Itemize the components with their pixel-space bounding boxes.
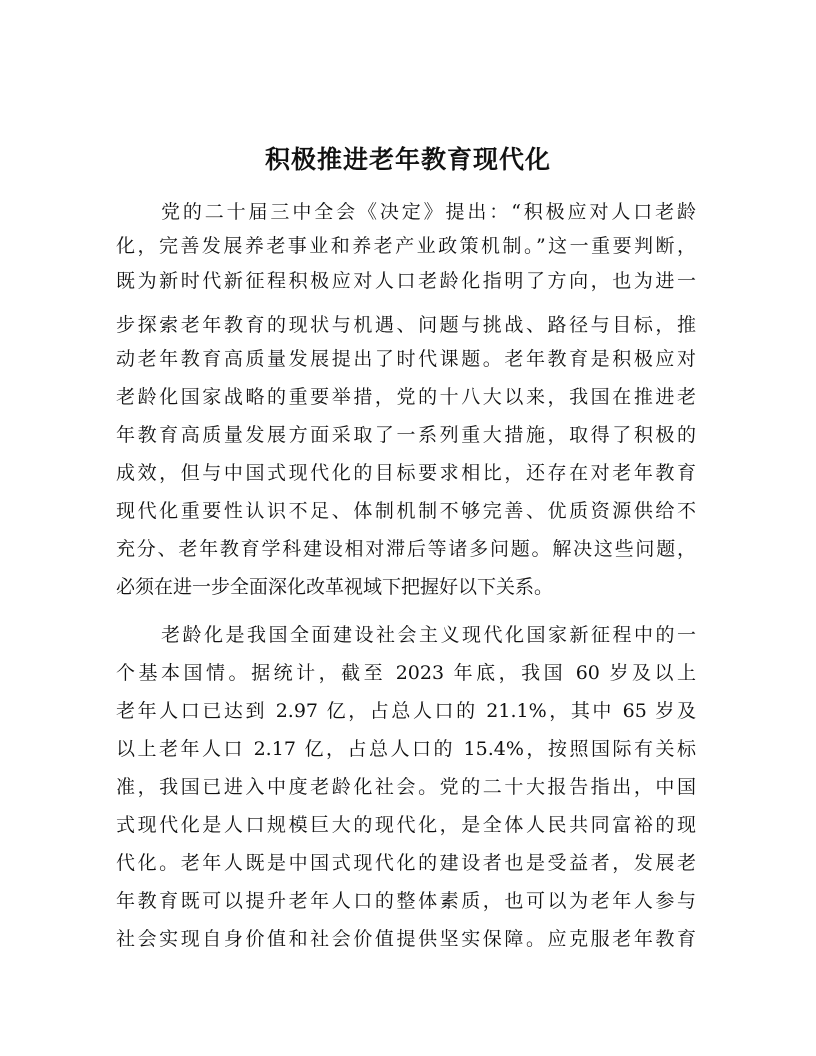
paragraph-1-line: 成效，但与中国式现代化的目标要求相比，还存在对老年教育	[116, 462, 696, 484]
paragraph-1-line: 老龄化国家战略的重要举措，党的十八大以来，我国在推进老	[116, 386, 696, 408]
paragraph-1-line: 既为新时代新征程积极应对人口老龄化指明了方向，也为进一	[116, 270, 696, 292]
paragraph-1-line: 党的二十届三中全会《决定》提出：“积极应对人口老龄	[161, 201, 696, 223]
paragraph-2-line: 老龄化是我国全面建设社会主义现代化国家新征程中的一	[161, 624, 696, 646]
paragraph-1-line: 必须在进一步全面深化改革视域下把握好以下关系。	[116, 576, 554, 598]
paragraph-2-line: 准，我国已进入中度老龄化社会。党的二十大报告指出，中国	[116, 776, 696, 798]
paragraph-1-line: 动老年教育高质量发展提出了时代课题。老年教育是积极应对	[116, 348, 696, 370]
paragraph-2-line: 年教育既可以提升老年人口的整体素质，也可以为老年人参与	[116, 890, 696, 912]
paragraph-1-line: 化，完善发展养老事业和养老产业政策机制。”这一重要判断，	[116, 235, 696, 257]
document-title: 积极推进老年教育现代化	[264, 145, 551, 174]
paragraph-2-line: 式现代化是人口规模巨大的现代化，是全体人民共同富裕的现	[116, 814, 696, 836]
paragraph-1-line: 步探索老年教育的现状与机遇、问题与挑战、路径与目标，推	[116, 314, 696, 336]
paragraph-2-line: 以上老年人口 2.17 亿，占总人口的 15.4%，按照国际有关标	[116, 738, 696, 760]
paragraph-2-line: 社会实现自身价值和社会价值提供坚实保障。应克服老年教育	[116, 928, 696, 950]
paragraph-1-line: 充分、老年教育学科建设相对滞后等诸多问题。解决这些问题，	[116, 538, 696, 560]
paragraph-1-line: 现代化重要性认识不足、体制机制不够完善、优质资源供给不	[116, 500, 696, 522]
paragraph-2-line: 老年人口已达到 2.97 亿，占总人口的 21.1%，其中 65 岁及	[116, 700, 696, 722]
paragraph-1-line: 年教育高质量发展方面采取了一系列重大措施，取得了积极的	[116, 424, 696, 446]
paragraph-2-line: 代化。老年人既是中国式现代化的建设者也是受益者，发展老	[116, 852, 696, 874]
paragraph-2-line: 个基本国情。据统计，截至 2023 年底，我国 60 岁及以上	[116, 662, 696, 684]
